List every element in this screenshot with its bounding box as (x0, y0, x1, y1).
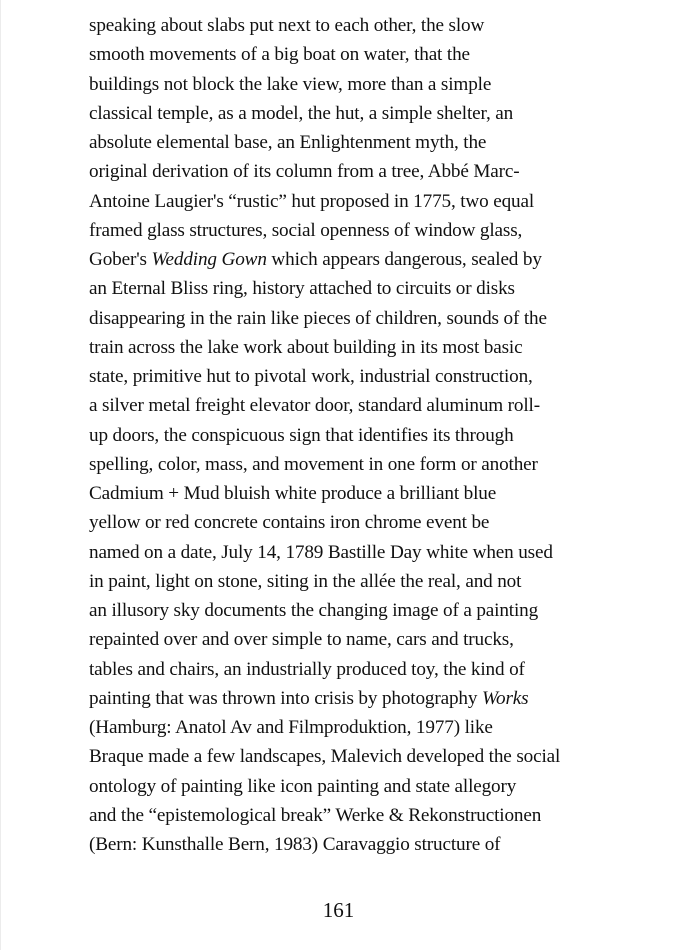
text-line (89, 245, 609, 274)
italic-title: Works (481, 687, 529, 709)
text-line (89, 421, 609, 450)
text-run: absolute elemental base, an Enlightenment myth, the (89, 132, 487, 153)
text-run: ontology of painting like icon painting and state allegory (89, 775, 517, 797)
text-run: train across the lake work about building in its most basic (89, 336, 523, 358)
text-run: (Hamburg: Anatol Av and Filmproduktion, 1977) like (89, 717, 493, 738)
text-run: which appears dangerous, sealed by (266, 249, 542, 270)
text-line (89, 304, 609, 333)
text-line (89, 70, 609, 99)
text-run: Cadmium + Mud bluish white produce a brilliant blue (89, 483, 497, 504)
text-line (89, 508, 609, 537)
page-number: 161 (322, 898, 355, 922)
text-run: Gober's (89, 249, 152, 270)
text-line (89, 40, 609, 69)
text-line (89, 713, 609, 742)
text-line (89, 655, 609, 684)
text-run: repainted over and over simple to name, cars and trucks, (89, 629, 514, 651)
text-line (89, 187, 609, 216)
text-run: up doors, the conspicuous sign that identifies its through (89, 424, 514, 446)
text-run: and the “epistemological break” Werke & Rekonstructionen (89, 804, 542, 826)
text-line (89, 596, 609, 625)
text-line (89, 538, 609, 567)
text-run: Antoine Laugier's “rustic” hut proposed in 1775, two equal (89, 190, 535, 212)
text-run: in paint, light on stone, siting in the allée the real, and not (89, 570, 522, 592)
text-run: original derivation of its column from a tree, Abbé Marc- (89, 161, 520, 183)
text-run: buildings not block the lake view, more than a simple (89, 73, 492, 95)
text-run: named on a date, July 14, 1789 Bastille Day white when used (89, 541, 553, 563)
text-run: an illusory sky documents the changing image of a painting (89, 600, 539, 621)
text-run: an Eternal Bliss ring, history attached to circuits or disks (89, 278, 515, 300)
text-line (89, 625, 609, 654)
text-line (89, 391, 609, 420)
text-line (89, 772, 609, 801)
text-line (89, 830, 609, 859)
text-run: disappearing in the rain like pieces of children, sounds of the (89, 307, 547, 329)
text-line (89, 216, 609, 245)
text-line (89, 157, 609, 186)
text-run: tables and chairs, an industrially produced toy, the kind of (89, 658, 525, 680)
text-line (89, 567, 609, 596)
text-line (89, 11, 609, 40)
italic-title: Wedding Gown (151, 249, 267, 270)
text-line (89, 450, 609, 479)
text-line (89, 128, 609, 157)
text-run: state, primitive hut to pivotal work, industrial construction, (89, 366, 533, 387)
text-run: Braque made a few landscapes, Malevich developed the social (89, 746, 561, 768)
text-line (89, 801, 609, 830)
text-run: classical temple, as a model, the hut, a simple shelter, an (89, 102, 514, 124)
text-run: (Bern: Kunsthalle Bern, 1983) Caravaggio structure of (89, 834, 501, 855)
text-line (89, 684, 609, 713)
text-run: framed glass structures, social openness of window glass, (89, 219, 523, 241)
text-run: speaking about slabs put next to each other, the slow (89, 15, 485, 36)
text-run: painting that was thrown into crisis by photography (89, 687, 482, 709)
body-text (89, 11, 609, 859)
text-line (89, 274, 609, 303)
text-line (89, 742, 609, 771)
text-line (89, 99, 609, 128)
text-run: yellow or red concrete contains iron chrome event be (89, 512, 490, 534)
text-line (89, 333, 609, 362)
text-run: smooth movements of a big boat on water, that the (89, 44, 470, 66)
text-run: spelling, color, mass, and movement in one form or another (89, 453, 538, 475)
text-line (89, 362, 609, 391)
text-run: a silver metal freight elevator door, standard aluminum roll- (89, 395, 540, 417)
text-line (89, 479, 609, 508)
